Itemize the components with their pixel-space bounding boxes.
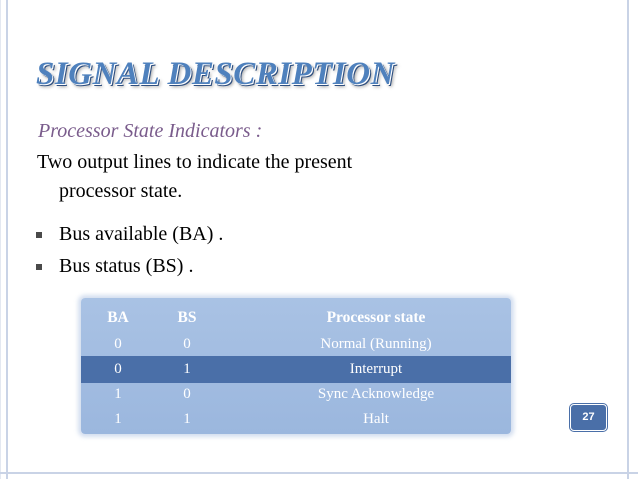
body-text-line-1: Two output lines to indicate the present: [37, 151, 353, 173]
bullet-item: [59, 223, 223, 246]
cell-bs: 0: [183, 386, 191, 402]
bullet-text: Bus available (BA) .: [59, 223, 224, 245]
cell-ba: 1: [114, 411, 122, 427]
header-bs: BS: [177, 309, 197, 326]
table-row: [81, 331, 511, 358]
bullet-item: [59, 255, 193, 278]
cell-ba: 0: [114, 361, 122, 377]
slide-border-bottom: [0, 472, 638, 474]
processor-state-table: [81, 298, 511, 434]
table-header-row: [81, 304, 511, 331]
bullet-text: Bus status (BS) .: [59, 255, 194, 277]
cell-bs: 0: [183, 336, 191, 352]
cell-processor-state: Normal (Running): [320, 336, 432, 352]
bullet-square-icon: [36, 264, 42, 270]
table-row-highlighted: [81, 356, 511, 383]
slide-border-right: [627, 0, 629, 479]
slide-title: SIGNAL DESCRIPTION: [36, 56, 395, 92]
slide-subtitle: Processor State Indicators :: [38, 120, 263, 142]
slide-border-outer: [0, 0, 1, 479]
cell-processor-state: Sync Acknowledge: [317, 386, 435, 402]
table-row: [81, 406, 511, 433]
cell-ba: 1: [114, 386, 122, 402]
table-row: [81, 381, 511, 408]
bullet-square-icon: [36, 232, 42, 238]
cell-processor-state: Halt: [363, 411, 389, 427]
page-number-badge: 27: [570, 404, 607, 431]
header-processor-state: Processor state: [326, 309, 426, 326]
cell-ba: 0: [114, 336, 122, 352]
cell-bs: 1: [183, 411, 191, 427]
body-text-line-2: processor state.: [59, 180, 183, 202]
slide-border-left: [6, 0, 8, 479]
cell-bs: 1: [183, 361, 191, 377]
header-ba: BA: [107, 309, 129, 326]
cell-processor-state: Interrupt: [349, 361, 403, 377]
